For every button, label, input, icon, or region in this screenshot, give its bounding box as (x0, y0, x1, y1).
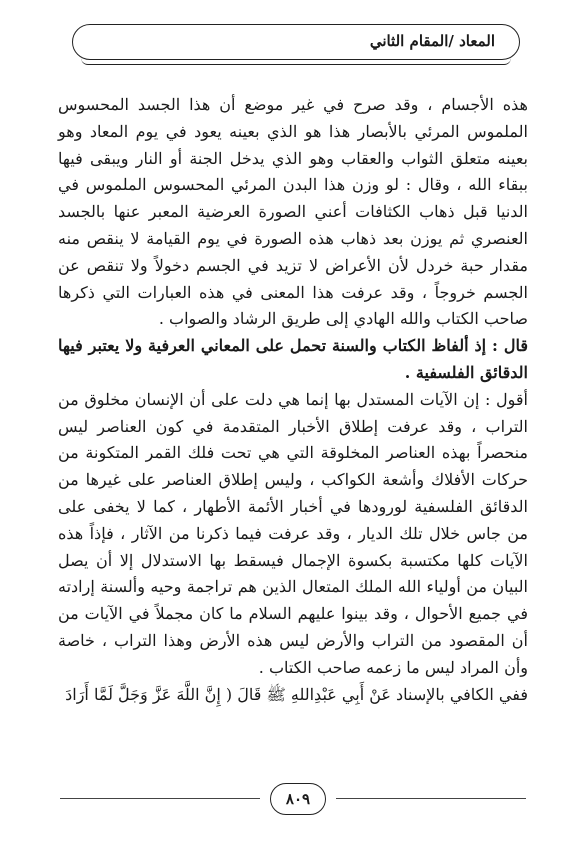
page-number-box (270, 783, 326, 815)
footer-rule-right (336, 798, 526, 799)
paragraph-3: أقول : إن الآيات المستدل بها إنما هي دلت على أن الإنسان مخلوق من التراب ، وقد عرفت إطلاق الأخبار المتقدمة في كون العناصر ليس منحصراً بهذه العناصر المخلوقة التي هي تحت فلك القمر المتكونة من حركات الأفلاك وأشعة الكواكب ، وليس إطلاق العناصر على غيرها من الدقائق الفلسفية لورودها في أخبار الأئمة الأطهار ، كما لا يخفى على من جاس خلال تلك الديار ، وقد عرفت فيما ذكرنا من الآثار ، فإذاً هذه الآيات كلها مكتسبة بكسوة الإجمال فيسقط بها الاستدلال إلا أن يصل البيان من أولياء الله الملك المتعال الذين هم تراجمة وحيه وألسنة إرادته في جميع الأحوال ، وقد بينوا عليهم السلام ما كان مجملاً في الآيات من أن المقصود من التراب والأرض ليس هذه الأرض وهذا التراب ، خاصة وأن المراد ليس ما زعمه صاحب الكتاب . (58, 389, 528, 677)
paragraph-1: هذه الأجسام ، وقد صرح في غير موضع أن هذا الجسد المحسوس الملموس المرئي بالأبصار هذا هو الذي بعينه يعود في يوم المعاد وهو بعينه متعلق الثواب والعقاب وهو الذي يدخل الجنة أو النار ويبقى فيها ببقاء الله ، وقال : لو وزن هذا البدن المرئي المحسوس الملموس في الدنيا قبل ذهاب الكثافات أعني الصورة العرضية المعبر عنها بالجسد العنصري ثم يوزن بعد ذهاب هذه الصورة في يوم القيامة لا ينقص منه مقدار حبة خردل لأن الأعراض لا تزيد في الجسم دخولاً ولا تنقص عن الجسم خروجاً ، وقد عرفت هذا المعنى في هذه العبارات التي ذكرها صاحب الكتاب والله الهادي إلى طريق الرشاد والصواب . (58, 95, 528, 329)
page-number: ٨٠٩ (285, 790, 311, 808)
footer-rule-left (60, 798, 260, 799)
running-header (72, 24, 520, 60)
body-text (58, 92, 528, 708)
header-title: المعاد /المقام الثاني (369, 32, 495, 50)
paragraph-2-quote: قال : إذ ألفاظ الكتاب والسنة تحمل على المعاني العرفية ولا يعتبر فيها الدقائق الفلسفية . (58, 336, 528, 382)
paragraph-4: ففي الكافي بالإسناد عَنْ أَبِي عَبْدِاللهِ ﷺ قَالَ ( إِنَّ اللَّهَ عَزَّ وَجَلَّ لَمَّا أَرَادَ (65, 684, 528, 704)
